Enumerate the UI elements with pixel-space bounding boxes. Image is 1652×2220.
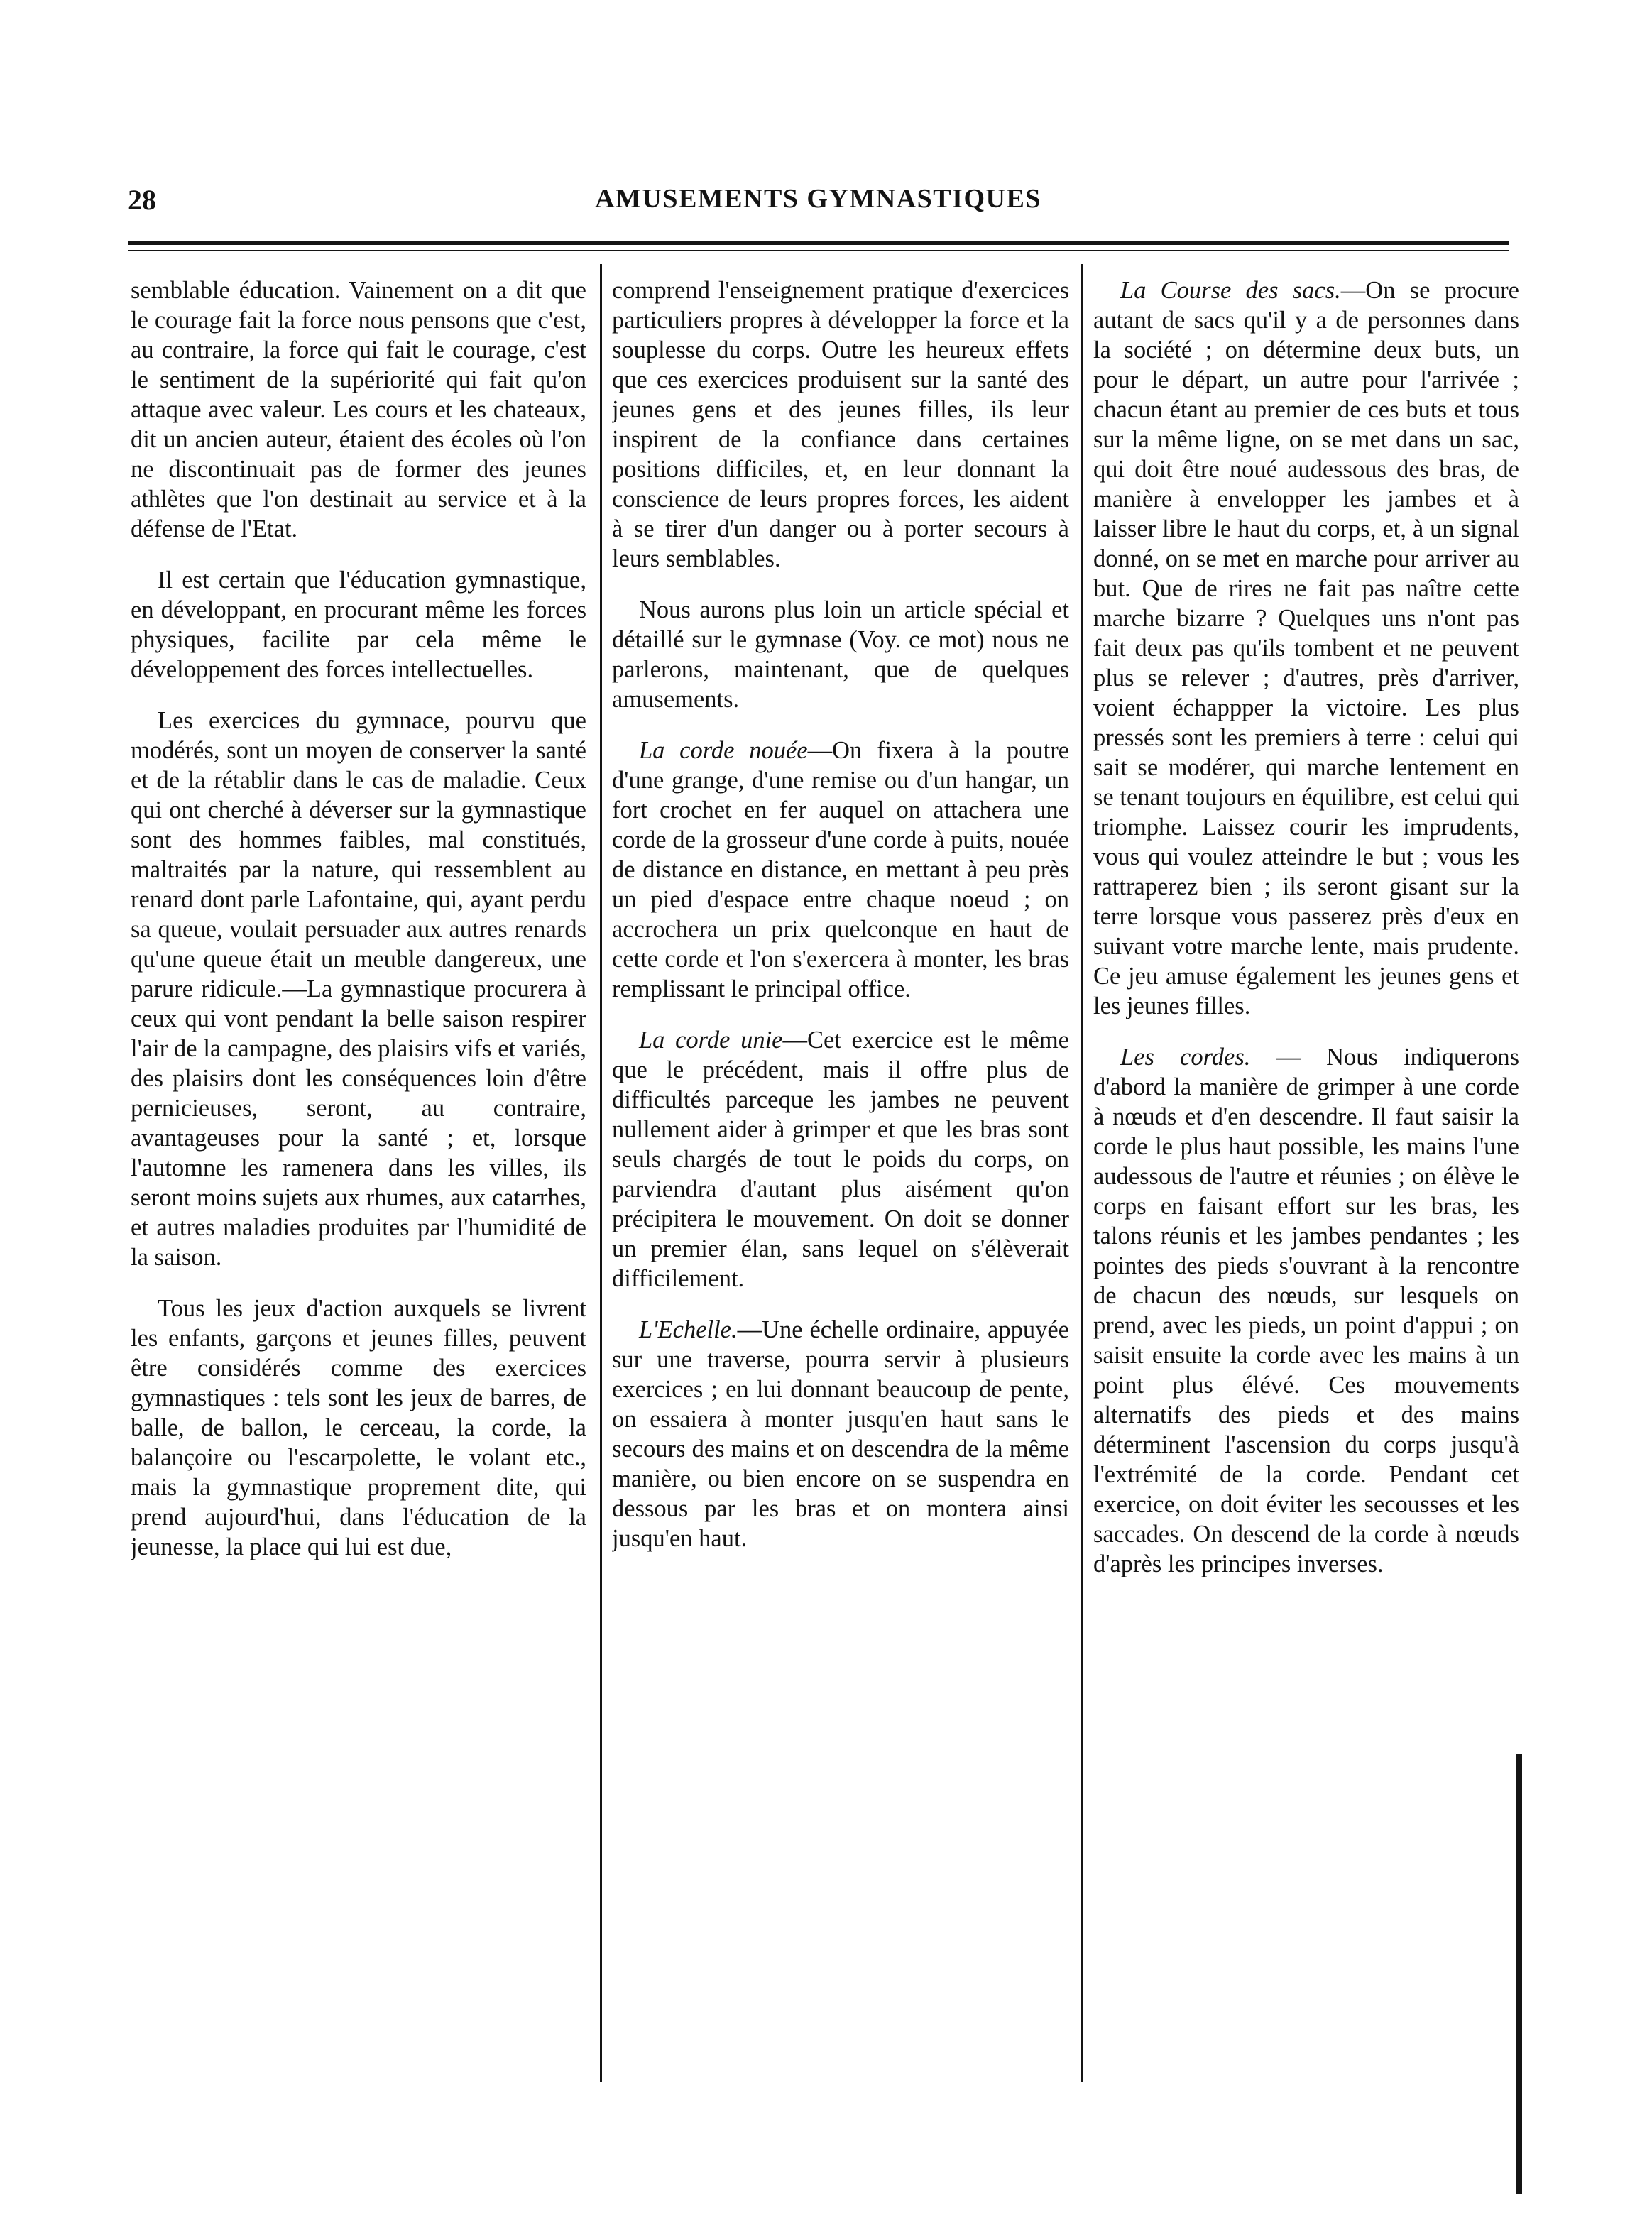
header-rule-thin — [128, 250, 1509, 251]
paragraph: comprend l'enseignement pratique d'exercices particuliers propres à développer la force et la souplesse du corps. Outre les heureux effets que ces exercices produisent sur la santé des jeunes gens et des jeunes filles, ils leur inspirent de la confiance dans certaines positions difficiles, et, en leur donnant la conscience de leurs propres forces, les aident à se tirer d'un danger ou à porter secours à leurs semblables. — [612, 277, 1069, 572]
section-paragraph: La corde nouée—On fixera à la poutre d'une grange, d'une remise ou d'un hangar, un fort crochet en fer auquel on attachera une corde de la grosseur d'une corde à puits, nouée de distance en distance, en mettant à peu près un pied d'espace entre chaque noeud ; on accrochera un prix quelconque en haut de cette corde et l'on s'exercera à monter, les bras remplissant le principal office. — [612, 737, 1069, 1002]
header-rule-thick — [128, 241, 1509, 245]
paragraph: semblable éducation. Vainement on a dit que le courage fait la force nous pensons que c'est, au contraire, la force qui fait le courage, c'est le sentiment de la supériorité qui fait qu'on attaque avec valeur. Les cours et les chateaux, dit un ancien auteur, étaient des écoles où l'on ne discontinuait pas de former des jeunes athlètes que l'on destinait au service et à la défense de l'Etat. — [131, 277, 586, 542]
section-title: L'Echelle. — [639, 1316, 738, 1343]
paragraph: Tous les jeux d'action auxquels se livrent les enfants, garçons et jeunes filles, peuvent être considérés comme des exercices gymnastiques : tels sont les jeux de barres, de balle, de ballon, le cerceau, la corde, la balançoire ou l'escarpolette, le volant etc., mais la gymnastique proprement dite, qui prend aujourd'hui, dans l'éducation de la jeunesse, la place qui lui est due, — [131, 1295, 586, 1560]
section-paragraph: La corde unie—Cet exercice est le même que le précédent, mais il offre plus de difficultés parceque les jambes ne peuvent nullement aider à grimper et que les bras sont seuls chargés de tout le poids du corps, on parviendra d'autant plus aisément qu'on précipitera le mouvement. On doit se donner un premier élan, sans lequel on s'élèverait difficilement. — [612, 1027, 1069, 1292]
column-divider — [1081, 264, 1083, 2082]
section-title: Les cordes. — [1120, 1044, 1251, 1071]
paragraph: Nous aurons plus loin un article spécial et détaillé sur le gymnase (Voy. ce mot) nous ne parlerons, maintenant, que de quelques amusements. — [612, 596, 1069, 713]
running-title: AMUSEMENTS GYMNASTIQUES — [595, 184, 1041, 214]
section-title: La corde unie — [639, 1027, 783, 1054]
page-header — [128, 183, 1509, 226]
section-title: La Course des sacs. — [1120, 277, 1341, 304]
section-paragraph: Les cordes. — Nous indiquerons d'abord la manière de grimper à une corde à nœuds et d'en descendre. Il faut saisir la corde le plus haut possible, les mains l'une audessous de l'autre et réunies ; on élève le corps en faisant effort sur les bras, les talons réunis et les jambes pendantes ; les pointes des pieds s'ouvrant à la rencontre de chacun des nœuds, sur lesquels on prend, avec les pieds, un point d'appui ; on saisit ensuite la corde avec les mains à un point plus élévé. Ces mouvements alternatifs des pieds et des mains déterminent l'ascension du corps jusqu'à l'extrémité de la corde. Pendant cet exercice, on doit éviter les secousses et les saccades. On descend de la corde à nœuds d'après les principes inverses. — [1093, 1044, 1519, 1577]
section-paragraph: La Course des sacs.—On se procure autant de sacs qu'il y a de personnes dans la société ; on détermine deux buts, un pour le départ, un autre pour l'arrivée ; chacun étant au premier de ces buts et tous sur la même ligne, on se met dans un sac, qui doit être noué audessous des bras, de manière à envelopper les jambes et à laisser libre le haut du corps, et, à un signal donné, on se met en marche pour arriver au but. Que de rires ne fait pas naître cette marche bizarre ? Quelques uns n'ont pas fait deux pas qu'ils tombent et ne peuvent plus se relever ; d'autres, près d'arriver, voient échappper la victoire. Les plus pressés sont les premiers à terre : celui qui sait se modérer, qui marche lentement en se tenant toujours en équilibre, est celui qui triomphe. Laissez courir les imprudents, vous qui voulez atteindre le but ; vous les rattraperez bien ; ils seront gisant sur la terre lorsque vous passerez près d'eux en suivant votre marche lente, mais prudente. Ce jeu amuse également les jeunes gens et les jeunes filles. — [1093, 277, 1519, 1019]
paragraph: Il est certain que l'éducation gymnastique, en développant, en procurant même les forces physiques, facilite par cela même le développement des forces intellectuelles. — [131, 567, 586, 683]
page-number: 28 — [128, 184, 156, 216]
section-paragraph: L'Echelle.—Une échelle ordinaire, appuyée sur une traverse, pourra servir à plusieurs exercices ; en lui donnant beaucoup de pente, on essaiera à monter jusqu'en haut sans le secours des mains et on descendra de la même manière, ou bien encore on se suspendra en dessous par les bras et on montera ainsi jusqu'en haut. — [612, 1316, 1069, 1552]
text-column-1 — [131, 275, 586, 2079]
page-edge-bar — [1516, 1754, 1522, 2194]
text-column-2 — [612, 275, 1069, 2079]
paragraph: Les exercices du gymnace, pourvu que modérés, sont un moyen de conserver la santé et de la rétablir dans le cas de maladie. Ceux qui ont cherché à déverser sur la gymnastique sont des hommes faibles, mal constitués, maltraités par la nature, qui ressemblent au renard dont parle Lafontaine, qui, ayant perdu sa queue, voulait persuader aux autres renards qu'une queue était un meuble dangereux, une parure ridicule.—La gymnastique procurera à ceux qui vont pendant la belle saison respirer l'air de la campagne, des plaisirs vifs et variés, des plaisirs dont les conséquences loin d'être pernicieuses, seront, au contraire, avantageuses pour la santé ; et, lorsque l'automne les ramenera dans les villes, ils seront moins sujets aux rhumes, aux catarrhes, et autres maladies produites par l'humidité de la saison. — [131, 707, 586, 1271]
section-title: La corde nouée — [639, 737, 808, 764]
column-divider — [600, 264, 602, 2082]
text-column-3 — [1093, 275, 1519, 2079]
